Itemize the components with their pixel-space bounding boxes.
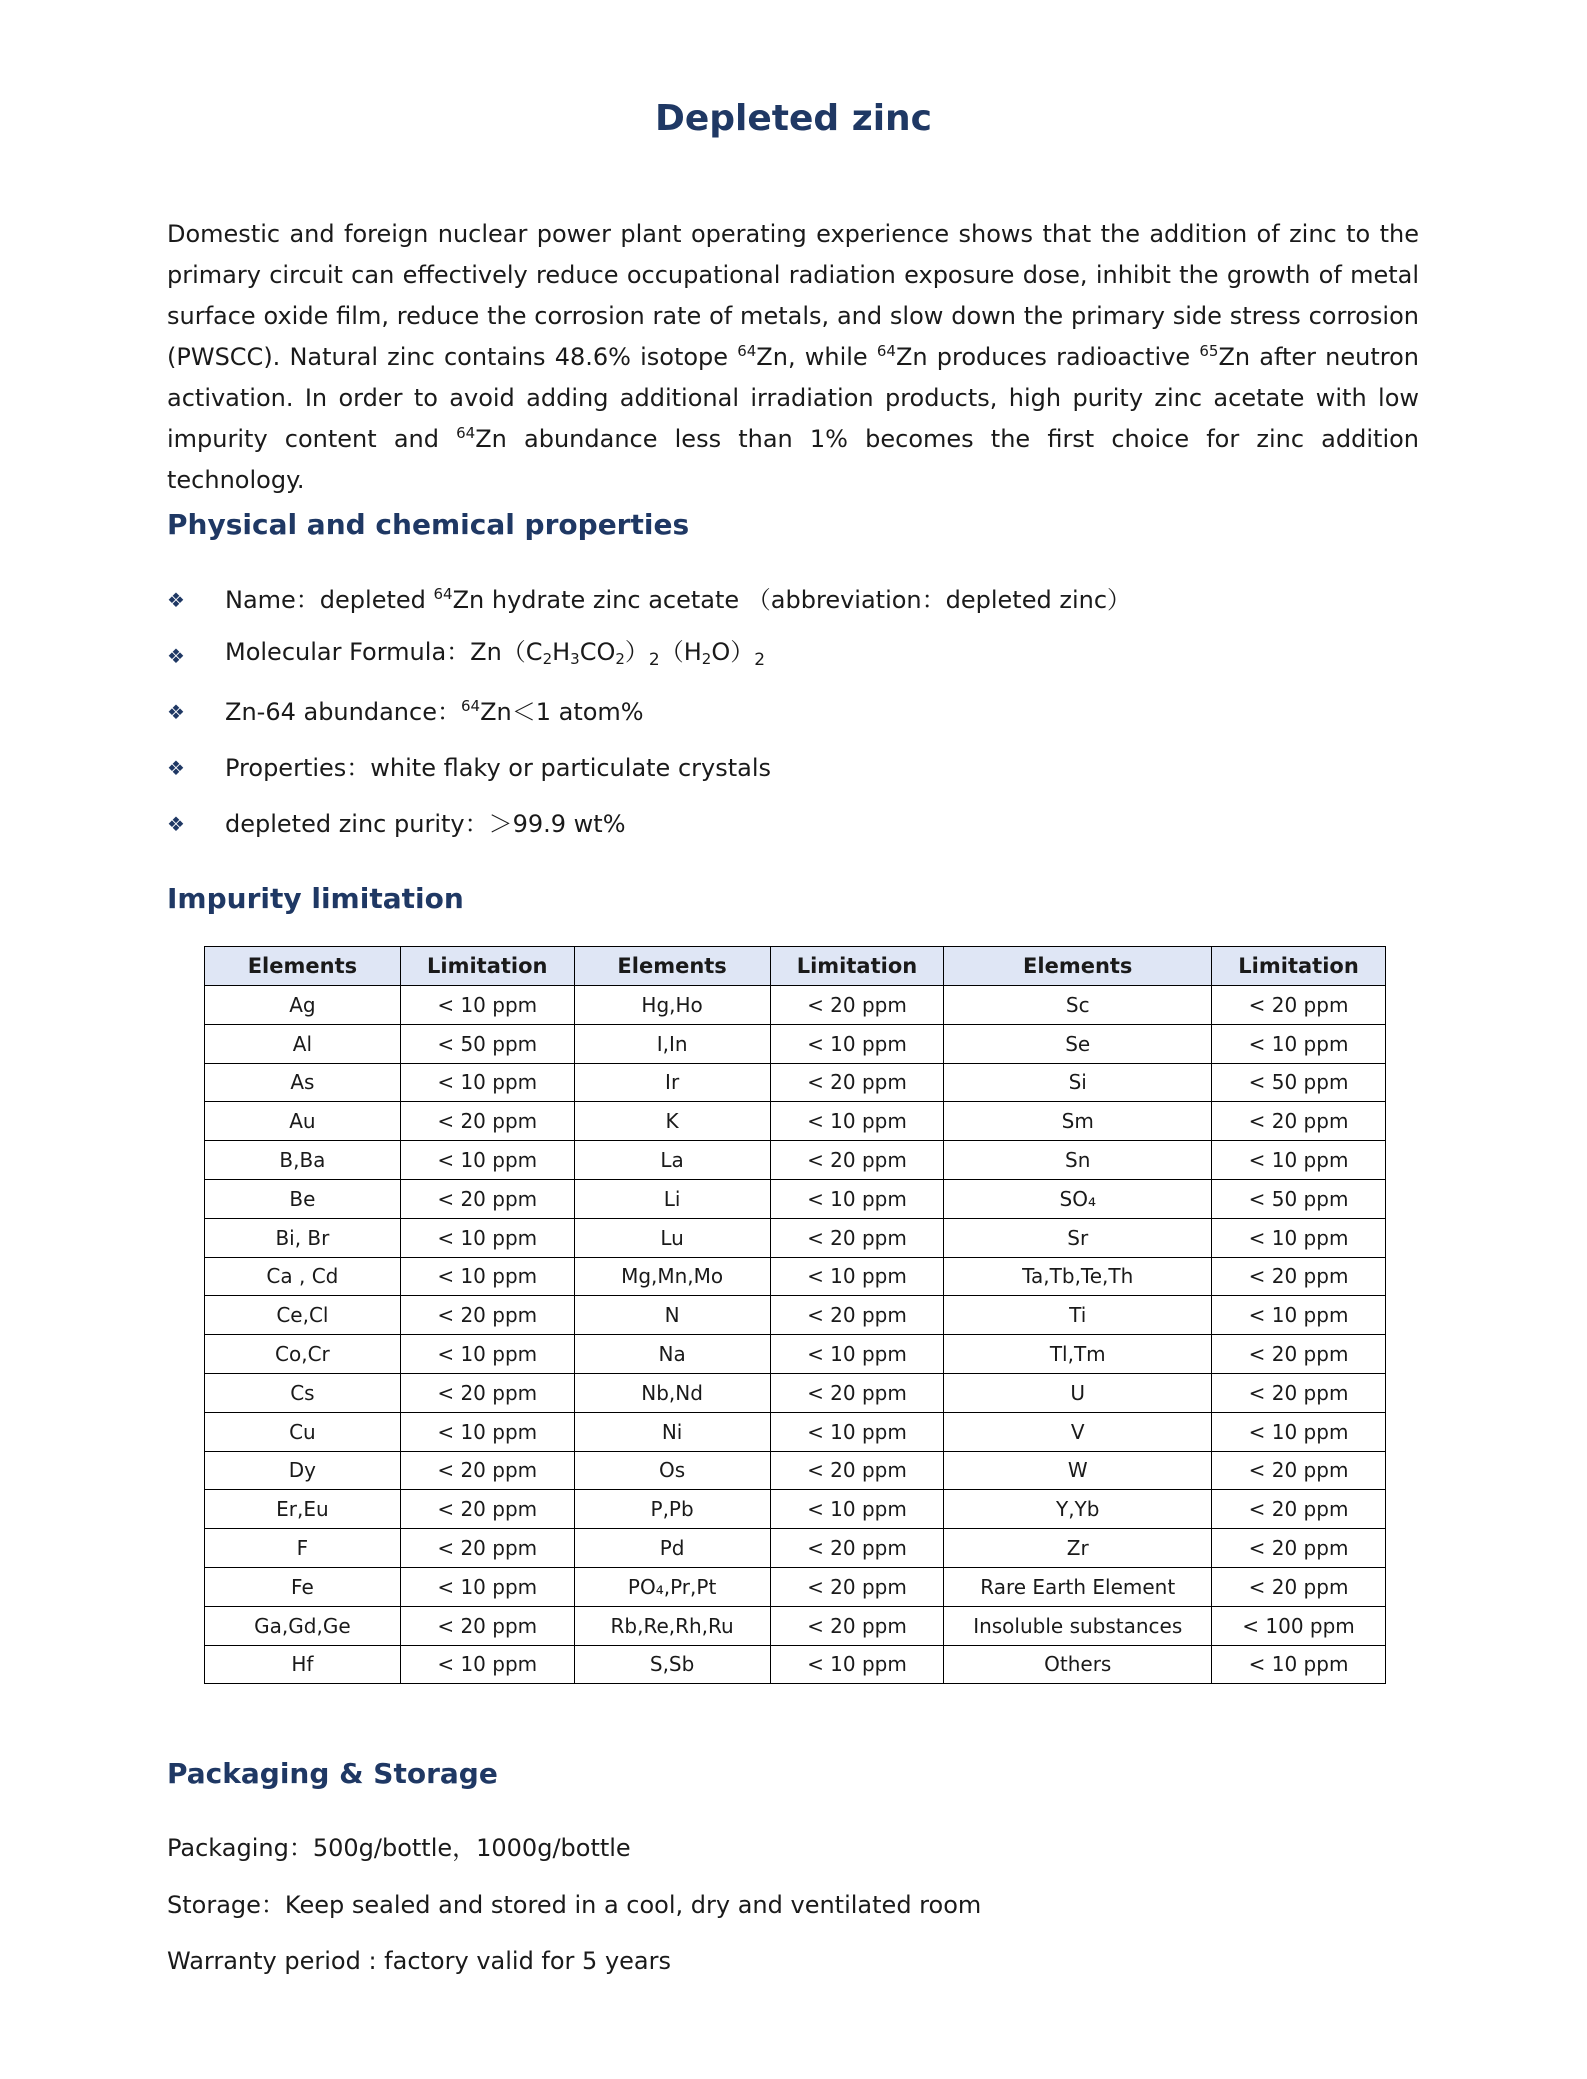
element-cell: Au xyxy=(205,1102,401,1141)
element-cell: As xyxy=(205,1063,401,1102)
impurity-table xyxy=(204,946,1386,1684)
packaging-text: Packaging：500g/bottle，1000g/bottle xyxy=(167,1834,631,1862)
list-item xyxy=(167,684,1131,740)
element-cell: V xyxy=(944,1412,1212,1451)
limitation-cell: < 20 ppm xyxy=(1212,1373,1386,1412)
element-cell: Zr xyxy=(944,1529,1212,1568)
column-header: Limitation xyxy=(400,947,574,986)
limitation-cell: < 10 ppm xyxy=(1212,1296,1386,1335)
property-appearance: Properties：white flaky or particulate crystals xyxy=(225,754,772,782)
property-purity: depleted zinc purity：＞99.9 wt% xyxy=(225,810,626,838)
limitation-cell: < 20 ppm xyxy=(400,1373,574,1412)
table-row xyxy=(205,1257,1386,1296)
element-cell: Pd xyxy=(574,1529,770,1568)
element-cell: Ca , Cd xyxy=(205,1257,401,1296)
section-heading-physical: Physical and chemical properties xyxy=(167,508,690,541)
column-header: Elements xyxy=(574,947,770,986)
column-header: Limitation xyxy=(1212,947,1386,986)
table-row xyxy=(205,1063,1386,1102)
limitation-cell: < 20 ppm xyxy=(1212,1451,1386,1490)
element-cell: Rare Earth Element xyxy=(944,1567,1212,1606)
table-row xyxy=(205,1141,1386,1180)
table-row xyxy=(205,1335,1386,1374)
element-cell: P,Pb xyxy=(574,1490,770,1529)
element-cell: Er,Eu xyxy=(205,1490,401,1529)
limitation-cell: < 10 ppm xyxy=(400,1335,574,1374)
element-cell: La xyxy=(574,1141,770,1180)
table-row xyxy=(205,986,1386,1025)
section-heading-packaging: Packaging & Storage xyxy=(167,1757,498,1790)
limitation-cell: < 20 ppm xyxy=(400,1606,574,1645)
limitation-cell: < 10 ppm xyxy=(400,1645,574,1684)
column-header: Limitation xyxy=(770,947,944,986)
element-cell: Si xyxy=(944,1063,1212,1102)
element-cell: K xyxy=(574,1102,770,1141)
list-item xyxy=(167,796,1131,852)
list-item xyxy=(167,740,1131,796)
element-cell: Be xyxy=(205,1179,401,1218)
element-cell: N xyxy=(574,1296,770,1335)
limitation-cell: < 20 ppm xyxy=(770,1218,944,1257)
limitation-cell: < 10 ppm xyxy=(1212,1141,1386,1180)
table-row xyxy=(205,1218,1386,1257)
element-cell: SO₄ xyxy=(944,1179,1212,1218)
element-cell: Os xyxy=(574,1451,770,1490)
table-row xyxy=(205,1373,1386,1412)
element-cell: Sc xyxy=(944,986,1212,1025)
limitation-cell: < 10 ppm xyxy=(770,1490,944,1529)
limitation-cell: < 20 ppm xyxy=(770,1141,944,1180)
limitation-cell: < 20 ppm xyxy=(400,1490,574,1529)
table-row xyxy=(205,1179,1386,1218)
limitation-cell: < 20 ppm xyxy=(1212,1335,1386,1374)
table-row xyxy=(205,1412,1386,1451)
limitation-cell: < 20 ppm xyxy=(1212,1490,1386,1529)
intro-paragraph: Domestic and foreign nuclear power plant operating experience shows that the addition of zinc to the primary circuit can effectively reduce occupational radiation exposure dose, inhibit the growth of metal surface oxide film, reduce the corrosion rate of metals, and slow down the primary side stress corrosion (PWSCC). Natural zinc contains 48.6% isotope $^{64}$Zn, while $^{64}$Zn produces radioactive $^{65}$Zn after neutron activation. In order to avoid adding additional irradiation products, high purity zinc acetate with low impurity content and $^{64}$Zn abundance less than 1% becomes the first choice for zinc addition technology. xyxy=(167,220,1420,494)
element-cell: Al xyxy=(205,1024,401,1063)
element-cell: Others xyxy=(944,1645,1212,1684)
limitation-cell: < 20 ppm xyxy=(770,1373,944,1412)
table-row xyxy=(205,1645,1386,1684)
diamond-bullet-icon: ❖ xyxy=(167,812,185,836)
diamond-bullet-icon: ❖ xyxy=(167,700,185,724)
element-cell: F xyxy=(205,1529,401,1568)
limitation-cell: < 20 ppm xyxy=(400,1102,574,1141)
limitation-cell: < 10 ppm xyxy=(400,1063,574,1102)
element-cell: Hf xyxy=(205,1645,401,1684)
limitation-cell: < 10 ppm xyxy=(770,1102,944,1141)
limitation-cell: < 20 ppm xyxy=(1212,1102,1386,1141)
element-cell: PO₄,Pr,Pt xyxy=(574,1567,770,1606)
element-cell: Cu xyxy=(205,1412,401,1451)
element-cell: Rb,Re,Rh,Ru xyxy=(574,1606,770,1645)
limitation-cell: < 10 ppm xyxy=(400,1141,574,1180)
diamond-bullet-icon: ❖ xyxy=(167,756,185,780)
limitation-cell: < 10 ppm xyxy=(770,1024,944,1063)
element-cell: Ga,Gd,Ge xyxy=(205,1606,401,1645)
storage-text: Storage：Keep sealed and stored in a cool, dry and ventilated room xyxy=(167,1890,982,1919)
element-cell: Ni xyxy=(574,1412,770,1451)
limitation-cell: < 10 ppm xyxy=(400,1567,574,1606)
element-cell: Cs xyxy=(205,1373,401,1412)
list-item xyxy=(167,572,1131,628)
limitation-cell: < 20 ppm xyxy=(400,1529,574,1568)
element-cell: Mg,Mn,Mo xyxy=(574,1257,770,1296)
limitation-cell: < 20 ppm xyxy=(1212,1529,1386,1568)
limitation-cell: < 100 ppm xyxy=(1212,1606,1386,1645)
limitation-cell: < 10 ppm xyxy=(770,1335,944,1374)
element-cell: Tl,Tm xyxy=(944,1335,1212,1374)
limitation-cell: < 10 ppm xyxy=(1212,1412,1386,1451)
element-cell: Na xyxy=(574,1335,770,1374)
table-row xyxy=(205,1024,1386,1063)
element-cell: U xyxy=(944,1373,1212,1412)
limitation-cell: < 10 ppm xyxy=(770,1179,944,1218)
element-cell: Sm xyxy=(944,1102,1212,1141)
element-cell: Hg,Ho xyxy=(574,986,770,1025)
element-cell: Li xyxy=(574,1179,770,1218)
limitation-cell: < 50 ppm xyxy=(1212,1179,1386,1218)
element-cell: Ti xyxy=(944,1296,1212,1335)
limitation-cell: < 50 ppm xyxy=(1212,1063,1386,1102)
warranty-text: Warranty period : factory valid for 5 years xyxy=(167,1947,671,1975)
element-cell: W xyxy=(944,1451,1212,1490)
limitation-cell: < 20 ppm xyxy=(770,1063,944,1102)
property-name: Name：depleted $^{64}$Zn hydrate zinc acetate （abbreviation：depleted zinc） xyxy=(225,585,1132,614)
property-abundance: Zn-64 abundance：$^{64}$Zn＜1 atom% xyxy=(225,697,644,726)
section-heading-impurity: Impurity limitation xyxy=(167,882,464,915)
diamond-bullet-icon: ❖ xyxy=(167,588,185,612)
limitation-cell: < 10 ppm xyxy=(770,1645,944,1684)
table-row xyxy=(205,1490,1386,1529)
list-item xyxy=(167,628,1131,684)
element-cell: Ta,Tb,Te,Th xyxy=(944,1257,1212,1296)
limitation-cell: < 10 ppm xyxy=(400,986,574,1025)
properties-list xyxy=(167,572,1131,852)
limitation-cell: < 10 ppm xyxy=(1212,1024,1386,1063)
limitation-cell: < 10 ppm xyxy=(400,1257,574,1296)
element-cell: Ce,Cl xyxy=(205,1296,401,1335)
element-cell: Bi, Br xyxy=(205,1218,401,1257)
element-cell: Sr xyxy=(944,1218,1212,1257)
diamond-bullet-icon: ❖ xyxy=(167,644,185,668)
property-formula: Molecular Formula：$Zn(C_2H_3CO_2)_2(H_2O)_2$ xyxy=(225,638,766,670)
element-cell: Y,Yb xyxy=(944,1490,1212,1529)
element-cell: Ag xyxy=(205,986,401,1025)
packaging-storage-info xyxy=(167,1820,981,1990)
limitation-cell: < 20 ppm xyxy=(770,1567,944,1606)
limitation-cell: < 20 ppm xyxy=(1212,986,1386,1025)
element-cell: Fe xyxy=(205,1567,401,1606)
limitation-cell: < 10 ppm xyxy=(770,1412,944,1451)
column-header: Elements xyxy=(944,947,1212,986)
table-row xyxy=(205,1606,1386,1645)
element-cell: Lu xyxy=(574,1218,770,1257)
limitation-cell: < 20 ppm xyxy=(770,1529,944,1568)
element-cell: S,Sb xyxy=(574,1645,770,1684)
limitation-cell: < 20 ppm xyxy=(770,1296,944,1335)
element-cell: Se xyxy=(944,1024,1212,1063)
table-row xyxy=(205,1451,1386,1490)
limitation-cell: < 20 ppm xyxy=(1212,1567,1386,1606)
table-row xyxy=(205,1529,1386,1568)
element-cell: Co,Cr xyxy=(205,1335,401,1374)
element-cell: I,In xyxy=(574,1024,770,1063)
limitation-cell: < 20 ppm xyxy=(400,1296,574,1335)
column-header: Elements xyxy=(205,947,401,986)
limitation-cell: < 10 ppm xyxy=(1212,1218,1386,1257)
limitation-cell: < 20 ppm xyxy=(1212,1257,1386,1296)
element-cell: Sn xyxy=(944,1141,1212,1180)
limitation-cell: < 10 ppm xyxy=(1212,1645,1386,1684)
limitation-cell: < 10 ppm xyxy=(400,1412,574,1451)
table-header-row xyxy=(205,947,1386,986)
limitation-cell: < 10 ppm xyxy=(400,1218,574,1257)
limitation-cell: < 20 ppm xyxy=(400,1179,574,1218)
limitation-cell: < 20 ppm xyxy=(770,1451,944,1490)
page-title: Depleted zinc xyxy=(654,98,932,139)
limitation-cell: < 20 ppm xyxy=(770,986,944,1025)
limitation-cell: < 20 ppm xyxy=(400,1451,574,1490)
limitation-cell: < 20 ppm xyxy=(770,1606,944,1645)
element-cell: Ir xyxy=(574,1063,770,1102)
element-cell: B,Ba xyxy=(205,1141,401,1180)
element-cell: Insoluble substances xyxy=(944,1606,1212,1645)
table-row xyxy=(205,1296,1386,1335)
element-cell: Dy xyxy=(205,1451,401,1490)
table-row xyxy=(205,1567,1386,1606)
limitation-cell: < 50 ppm xyxy=(400,1024,574,1063)
table-row xyxy=(205,1102,1386,1141)
element-cell: Nb,Nd xyxy=(574,1373,770,1412)
limitation-cell: < 10 ppm xyxy=(770,1257,944,1296)
